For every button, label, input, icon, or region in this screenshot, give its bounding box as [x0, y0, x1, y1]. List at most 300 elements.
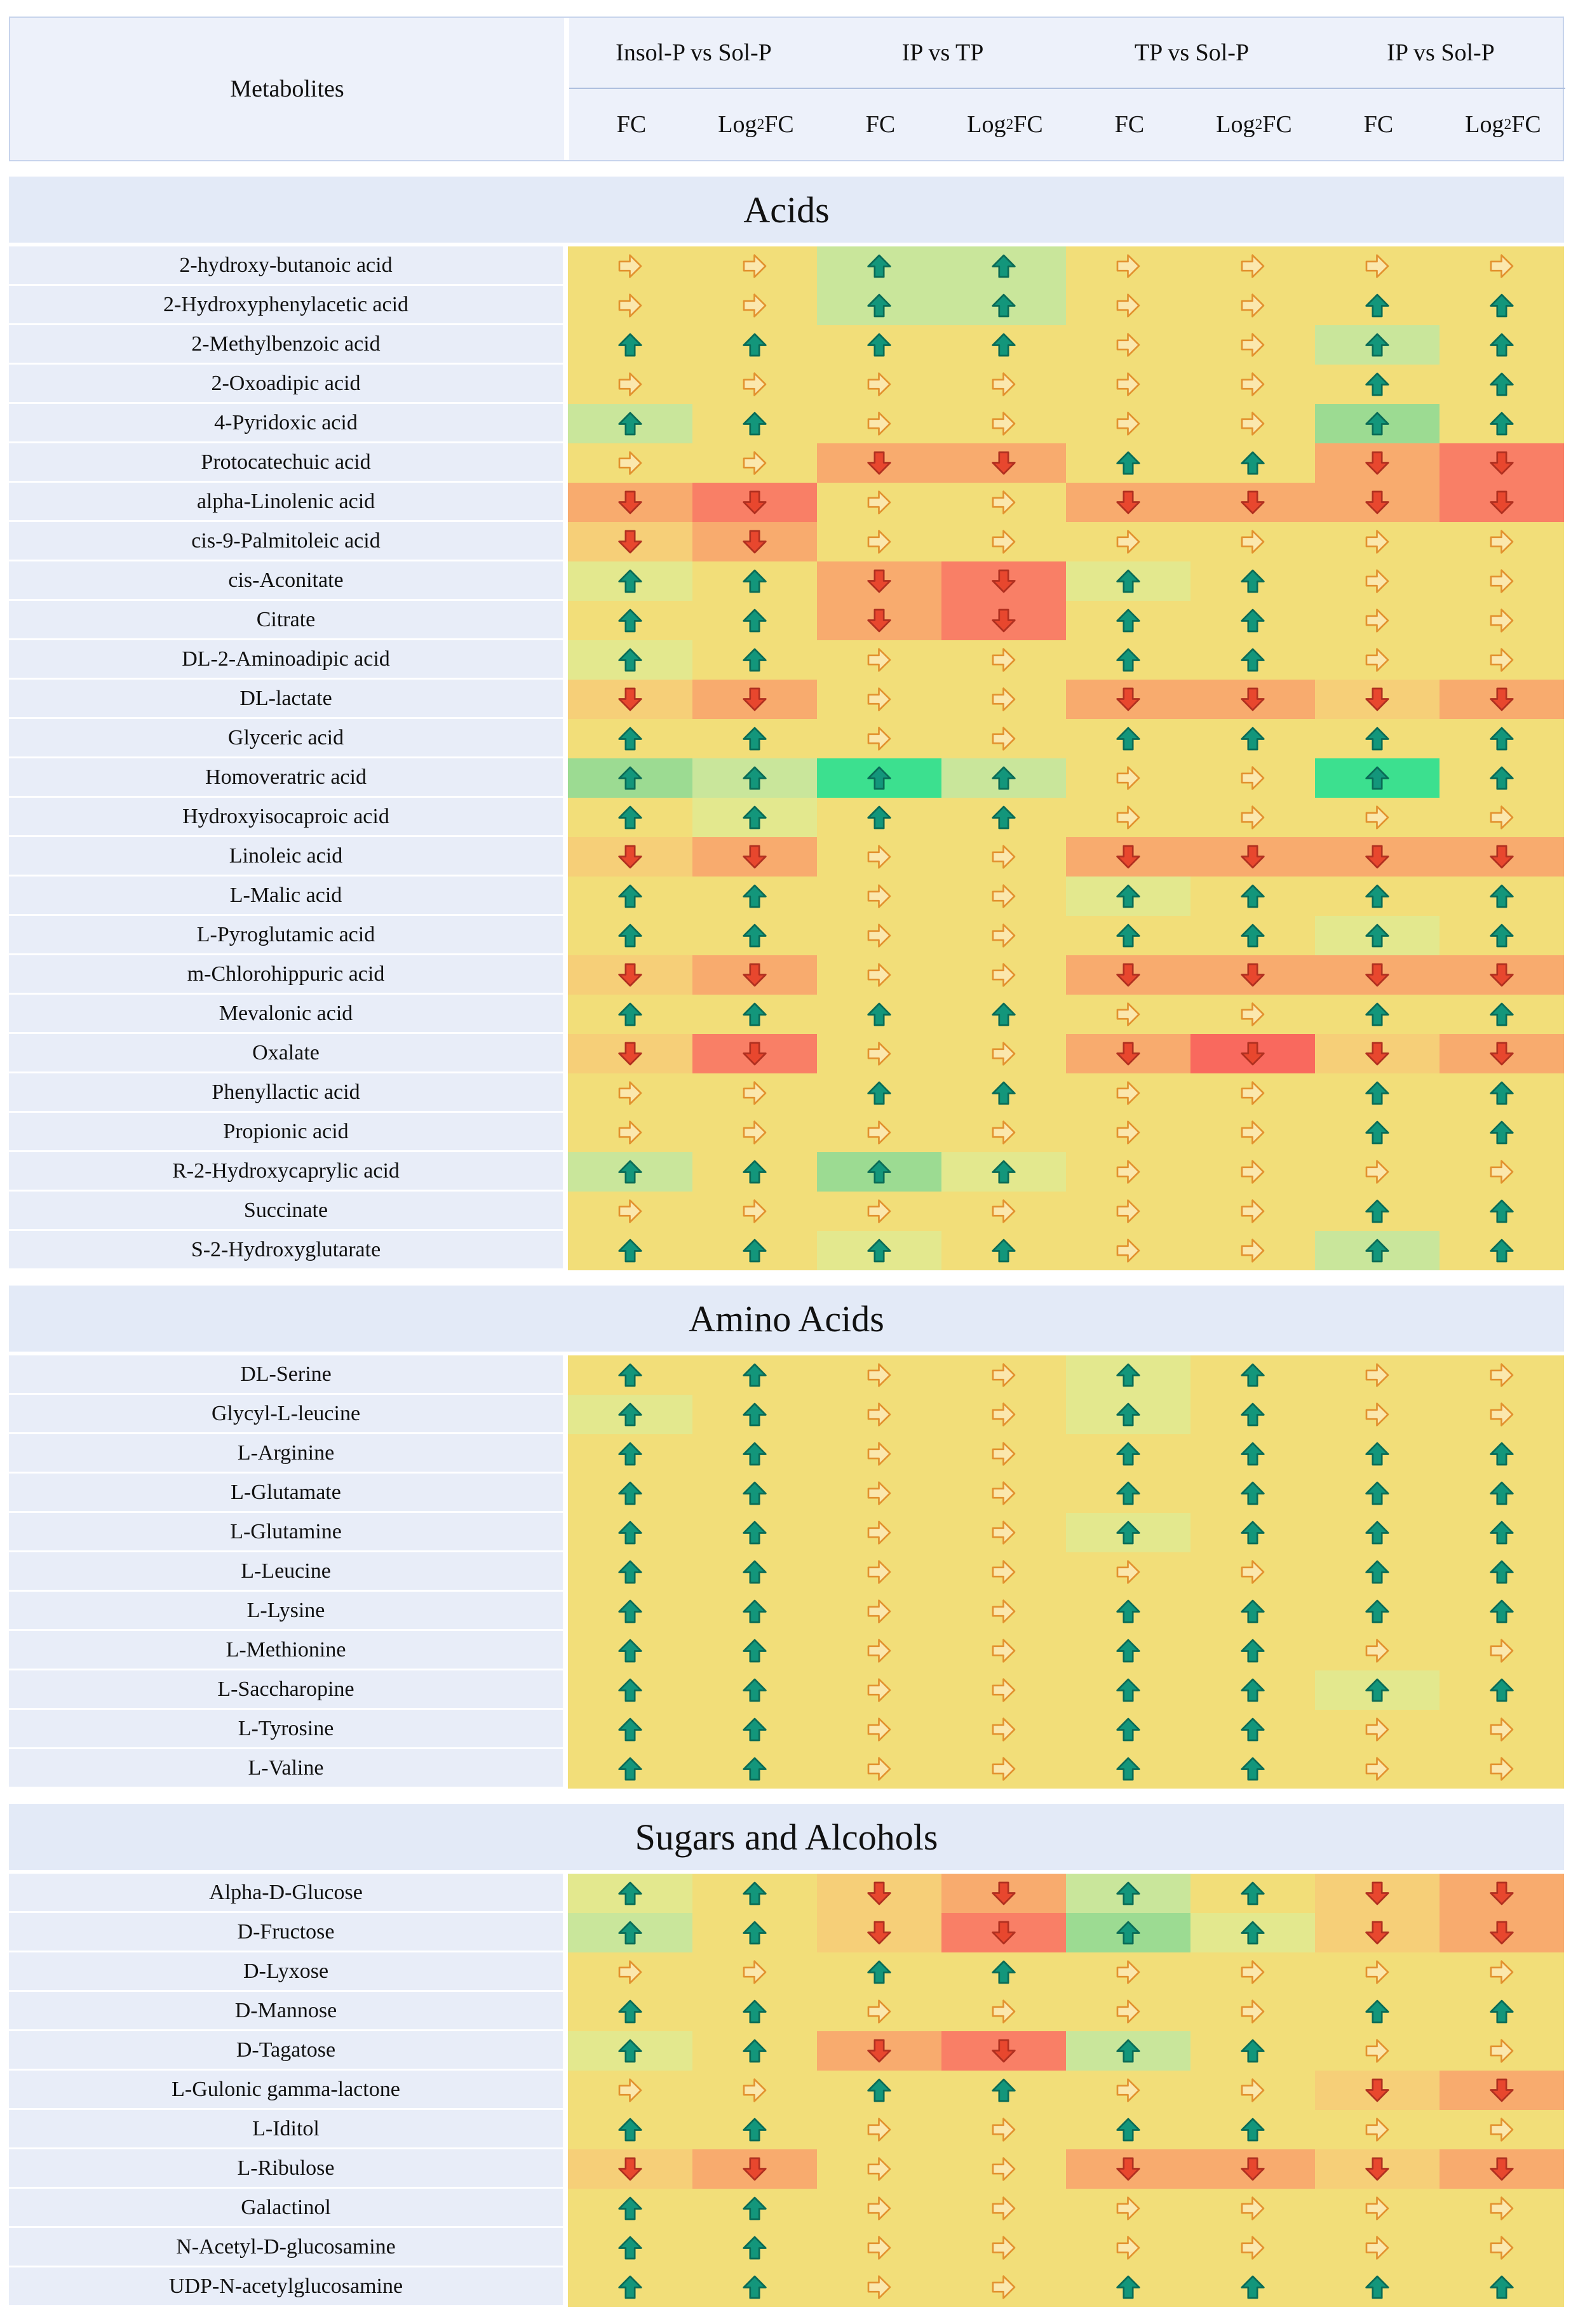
up-arrow-icon — [742, 1520, 767, 1545]
right-arrow-icon — [866, 529, 892, 554]
up-arrow-icon — [1240, 1638, 1265, 1663]
table-row — [9, 2071, 1571, 2110]
right-arrow-cell — [1315, 2110, 1440, 2149]
column-gap — [563, 1749, 568, 1789]
up-arrow-icon — [617, 1159, 643, 1185]
up-arrow-cell — [1315, 1113, 1440, 1152]
metabolite-name: L-Tyrosine — [9, 1710, 563, 1749]
right-arrow-cell — [941, 1670, 1066, 1710]
up-arrow-icon — [1116, 1599, 1141, 1624]
up-arrow-icon — [742, 726, 767, 751]
right-arrow-cell — [1190, 1073, 1315, 1113]
up-arrow-cell — [817, 995, 941, 1034]
down-arrow-cell — [1066, 1034, 1190, 1073]
right-arrow-icon — [991, 1402, 1016, 1427]
right-arrow-icon — [1365, 1402, 1390, 1427]
metabolite-name: L-Gulonic gamma-lactone — [9, 2071, 563, 2110]
column-gap — [563, 2031, 568, 2071]
right-arrow-cell — [817, 1631, 941, 1670]
right-arrow-icon — [991, 1441, 1016, 1467]
right-arrow-icon — [866, 1120, 892, 1145]
group-header-insolp-vs-solp — [569, 18, 818, 89]
group-label: IP vs Sol-P — [1387, 39, 1495, 66]
up-arrow-cell — [1440, 1552, 1564, 1592]
right-arrow-icon — [1489, 253, 1514, 279]
up-arrow-icon — [742, 1441, 767, 1467]
metabolite-name: DL-2-Aminoadipic acid — [9, 640, 563, 680]
fc-label: FC — [865, 111, 896, 138]
right-arrow-icon — [1365, 1959, 1390, 1985]
up-arrow-cell — [1190, 1395, 1315, 1434]
up-arrow-cell — [1440, 286, 1564, 325]
up-arrow-cell — [568, 2228, 692, 2267]
up-arrow-icon — [1365, 1999, 1390, 2024]
up-arrow-icon — [617, 568, 643, 594]
right-arrow-cell — [941, 2228, 1066, 2267]
right-arrow-cell — [817, 2110, 941, 2149]
up-arrow-cell — [1440, 995, 1564, 1034]
column-gap — [563, 2110, 568, 2149]
right-arrow-icon — [1116, 372, 1141, 397]
up-arrow-cell — [692, 561, 817, 601]
up-arrow-cell — [1440, 1513, 1564, 1552]
right-arrow-cell — [1440, 246, 1564, 286]
right-arrow-cell — [1315, 1952, 1440, 1992]
right-arrow-icon — [991, 923, 1016, 948]
up-arrow-icon — [1489, 1559, 1514, 1585]
right-arrow-icon — [991, 490, 1016, 515]
table-row — [9, 1631, 1571, 1670]
up-arrow-icon — [617, 2235, 643, 2260]
right-arrow-icon — [866, 2156, 892, 2182]
right-arrow-cell — [1190, 522, 1315, 561]
up-arrow-icon — [866, 332, 892, 358]
up-arrow-cell — [1315, 404, 1440, 443]
right-arrow-icon — [866, 372, 892, 397]
table-row — [9, 1434, 1571, 1474]
right-arrow-cell — [1440, 1952, 1564, 1992]
right-arrow-icon — [866, 962, 892, 988]
right-arrow-icon — [1365, 2235, 1390, 2260]
right-arrow-icon — [866, 2196, 892, 2221]
right-arrow-cell — [817, 1670, 941, 1710]
right-arrow-cell — [941, 916, 1066, 955]
right-arrow-cell — [817, 1434, 941, 1474]
right-arrow-cell — [1315, 1395, 1440, 1434]
down-arrow-cell — [568, 837, 692, 877]
table-row — [9, 443, 1571, 483]
up-arrow-icon — [991, 1080, 1016, 1106]
right-arrow-cell — [941, 1513, 1066, 1552]
right-arrow-icon — [866, 883, 892, 909]
up-arrow-icon — [1116, 1677, 1141, 1703]
right-arrow-cell — [817, 1355, 941, 1395]
right-arrow-cell — [1190, 246, 1315, 286]
up-arrow-cell — [568, 1592, 692, 1631]
right-arrow-cell — [568, 1113, 692, 1152]
up-arrow-cell — [817, 1073, 941, 1113]
column-gap — [563, 1073, 568, 1113]
fc-label: FC — [616, 111, 647, 138]
up-arrow-icon — [617, 608, 643, 633]
down-arrow-cell — [1190, 955, 1315, 995]
right-arrow-icon — [866, 1638, 892, 1663]
down-arrow-icon — [866, 568, 892, 594]
column-gap — [563, 2071, 568, 2110]
up-arrow-cell — [1190, 1592, 1315, 1631]
up-arrow-icon — [1240, 2117, 1265, 2142]
down-arrow-icon — [1365, 962, 1390, 988]
up-arrow-icon — [1489, 411, 1514, 436]
subheader-log2fc-2: Log 2 FC — [967, 111, 1043, 138]
table-row — [9, 1113, 1571, 1152]
right-arrow-cell — [817, 837, 941, 877]
down-arrow-cell — [1315, 483, 1440, 522]
column-gap — [563, 404, 568, 443]
up-arrow-cell — [1066, 1355, 1190, 1395]
up-arrow-cell — [692, 1395, 817, 1434]
down-arrow-icon — [1240, 844, 1265, 870]
right-arrow-icon — [866, 1717, 892, 1742]
up-arrow-icon — [1240, 1920, 1265, 1945]
table-body — [9, 177, 1571, 2307]
down-arrow-cell — [1315, 680, 1440, 719]
up-arrow-cell — [1066, 1749, 1190, 1789]
right-arrow-cell — [1190, 1152, 1315, 1192]
up-arrow-icon — [1240, 2038, 1265, 2064]
up-arrow-cell — [568, 1513, 692, 1552]
right-arrow-cell — [1440, 1355, 1564, 1395]
down-arrow-icon — [1240, 1041, 1265, 1066]
up-arrow-cell — [568, 325, 692, 365]
table-row — [9, 1513, 1571, 1552]
column-gap — [563, 1474, 568, 1513]
right-arrow-icon — [1116, 2196, 1141, 2221]
right-arrow-icon — [991, 2156, 1016, 2182]
down-arrow-cell — [817, 443, 941, 483]
right-arrow-icon — [1240, 2235, 1265, 2260]
down-arrow-icon — [1365, 687, 1390, 712]
up-arrow-icon — [866, 1159, 892, 1185]
right-arrow-cell — [941, 2110, 1066, 2149]
up-arrow-icon — [866, 1238, 892, 1263]
right-arrow-icon — [1240, 1238, 1265, 1263]
up-arrow-cell — [568, 1749, 692, 1789]
down-arrow-cell — [1440, 2071, 1564, 2110]
right-arrow-cell — [817, 522, 941, 561]
down-arrow-icon — [1365, 490, 1390, 515]
down-arrow-cell — [817, 1913, 941, 1952]
up-arrow-icon — [617, 726, 643, 751]
right-arrow-icon — [1365, 2196, 1390, 2221]
table-row — [9, 1710, 1571, 1749]
up-arrow-icon — [1116, 1481, 1141, 1506]
down-arrow-icon — [1240, 687, 1265, 712]
right-arrow-icon — [617, 1080, 643, 1106]
up-arrow-icon — [991, 1959, 1016, 1985]
up-arrow-cell — [568, 1631, 692, 1670]
right-arrow-icon — [1240, 372, 1265, 397]
right-arrow-cell — [1066, 246, 1190, 286]
right-arrow-cell — [1315, 640, 1440, 680]
right-arrow-cell — [1066, 1113, 1190, 1152]
down-arrow-icon — [742, 1041, 767, 1066]
up-arrow-icon — [742, 1881, 767, 1906]
up-arrow-icon — [1365, 1199, 1390, 1224]
up-arrow-icon — [742, 883, 767, 909]
up-arrow-icon — [742, 1362, 767, 1388]
up-arrow-icon — [1489, 1080, 1514, 1106]
table-row — [9, 1192, 1571, 1231]
right-arrow-icon — [742, 293, 767, 318]
right-arrow-icon — [1365, 253, 1390, 279]
right-arrow-cell — [1190, 404, 1315, 443]
right-arrow-icon — [1116, 1199, 1141, 1224]
up-arrow-icon — [1116, 2038, 1141, 2064]
right-arrow-cell — [1066, 1152, 1190, 1192]
table-row — [9, 365, 1571, 404]
up-arrow-icon — [1240, 1362, 1265, 1388]
up-arrow-cell — [568, 1395, 692, 1434]
up-arrow-icon — [742, 1920, 767, 1945]
right-arrow-icon — [1365, 1756, 1390, 1782]
up-arrow-icon — [1489, 293, 1514, 318]
up-arrow-cell — [1066, 1474, 1190, 1513]
right-arrow-icon — [991, 1120, 1016, 1145]
up-arrow-cell — [941, 2071, 1066, 2110]
up-arrow-icon — [617, 2274, 643, 2300]
right-arrow-cell — [1440, 601, 1564, 640]
up-arrow-icon — [617, 2038, 643, 2064]
up-arrow-cell — [1315, 365, 1440, 404]
right-arrow-icon — [1489, 1717, 1514, 1742]
up-arrow-cell — [1066, 1913, 1190, 1952]
right-arrow-cell — [1440, 522, 1564, 561]
metabolite-name: 2-Methylbenzoic acid — [9, 325, 563, 365]
up-arrow-cell — [568, 1152, 692, 1192]
right-arrow-cell — [1066, 798, 1190, 837]
fc-label: FC — [1363, 111, 1394, 138]
up-arrow-icon — [1116, 726, 1141, 751]
metabolite-name: Glyceric acid — [9, 719, 563, 758]
up-arrow-icon — [742, 2235, 767, 2260]
metabolite-name: Propionic acid — [9, 1113, 563, 1152]
table-row — [9, 877, 1571, 916]
right-arrow-cell — [817, 365, 941, 404]
down-arrow-cell — [1190, 483, 1315, 522]
down-arrow-icon — [617, 490, 643, 515]
up-arrow-cell — [568, 2267, 692, 2307]
right-arrow-cell — [568, 246, 692, 286]
metabolite-name: Mevalonic acid — [9, 995, 563, 1034]
right-arrow-cell — [941, 837, 1066, 877]
metabolite-name: cis-9-Palmitoleic acid — [9, 522, 563, 561]
group-label: TP vs Sol-P — [1134, 39, 1250, 66]
right-arrow-cell — [1190, 1231, 1315, 1270]
up-arrow-icon — [1240, 1599, 1265, 1624]
right-arrow-cell — [1066, 1231, 1190, 1270]
metabolite-name: Oxalate — [9, 1034, 563, 1073]
up-arrow-icon — [1116, 923, 1141, 948]
column-gap — [563, 601, 568, 640]
up-arrow-icon — [1365, 1599, 1390, 1624]
subheader-log2fc-3: Log 2 FC — [1216, 111, 1292, 138]
up-arrow-icon — [742, 568, 767, 594]
up-arrow-cell — [941, 798, 1066, 837]
up-arrow-cell — [817, 1231, 941, 1270]
column-gap — [563, 443, 568, 483]
right-arrow-cell — [817, 1192, 941, 1231]
up-arrow-cell — [568, 1434, 692, 1474]
table-row — [9, 719, 1571, 758]
group-label: Insol-P vs Sol-P — [616, 39, 772, 66]
up-arrow-icon — [1365, 1677, 1390, 1703]
section-rows — [9, 1874, 1571, 2307]
right-arrow-icon — [866, 490, 892, 515]
right-arrow-cell — [941, 1992, 1066, 2031]
up-arrow-cell — [1440, 404, 1564, 443]
up-arrow-cell — [692, 916, 817, 955]
right-arrow-icon — [742, 372, 767, 397]
up-arrow-cell — [941, 325, 1066, 365]
right-arrow-icon — [1240, 411, 1265, 436]
right-arrow-icon — [1240, 332, 1265, 358]
down-arrow-icon — [742, 962, 767, 988]
column-gap — [563, 1913, 568, 1952]
right-arrow-cell — [817, 1474, 941, 1513]
right-arrow-cell — [1190, 1113, 1315, 1152]
up-arrow-icon — [1116, 647, 1141, 673]
up-arrow-cell — [1440, 877, 1564, 916]
metabolite-name: Glycyl-L-leucine — [9, 1395, 563, 1434]
right-arrow-icon — [991, 2235, 1016, 2260]
up-arrow-cell — [817, 2071, 941, 2110]
right-arrow-cell — [568, 1192, 692, 1231]
up-arrow-icon — [866, 805, 892, 830]
metabolite-name: R-2-Hydroxycaprylic acid — [9, 1152, 563, 1192]
up-arrow-icon — [866, 1080, 892, 1106]
down-arrow-icon — [1489, 2078, 1514, 2103]
table-row — [9, 2031, 1571, 2071]
right-arrow-cell — [568, 286, 692, 325]
down-arrow-cell — [1440, 443, 1564, 483]
table-row — [9, 404, 1571, 443]
right-arrow-icon — [866, 1199, 892, 1224]
right-arrow-cell — [1066, 2189, 1190, 2228]
table-row — [9, 680, 1571, 719]
table-row — [9, 1231, 1571, 1270]
up-arrow-cell — [1440, 1113, 1564, 1152]
up-arrow-cell — [692, 1152, 817, 1192]
table-header — [9, 17, 1564, 161]
column-gap — [563, 1592, 568, 1631]
down-arrow-cell — [568, 483, 692, 522]
table-row — [9, 1749, 1571, 1789]
table-row — [9, 1474, 1571, 1513]
up-arrow-icon — [1365, 2274, 1390, 2300]
up-arrow-icon — [617, 1920, 643, 1945]
down-arrow-icon — [1365, 2156, 1390, 2182]
down-arrow-icon — [1116, 844, 1141, 870]
up-arrow-icon — [617, 765, 643, 791]
right-arrow-icon — [991, 1559, 1016, 1585]
right-arrow-cell — [1190, 2189, 1315, 2228]
right-arrow-cell — [1440, 561, 1564, 601]
down-arrow-icon — [1489, 844, 1514, 870]
up-arrow-icon — [1489, 923, 1514, 948]
right-arrow-cell — [941, 680, 1066, 719]
down-arrow-cell — [941, 601, 1066, 640]
up-arrow-cell — [1190, 561, 1315, 601]
down-arrow-cell — [1440, 2149, 1564, 2189]
group-header-tp-vs-solp — [1067, 18, 1316, 89]
right-arrow-icon — [991, 883, 1016, 909]
right-arrow-icon — [866, 647, 892, 673]
up-arrow-cell — [1190, 1513, 1315, 1552]
up-arrow-icon — [1240, 1402, 1265, 1427]
up-arrow-cell — [1440, 1231, 1564, 1270]
down-arrow-icon — [1489, 687, 1514, 712]
right-arrow-cell — [1315, 2189, 1440, 2228]
table-row — [9, 1034, 1571, 1073]
right-arrow-icon — [1489, 647, 1514, 673]
up-arrow-cell — [1440, 758, 1564, 798]
up-arrow-icon — [617, 1238, 643, 1263]
up-arrow-cell — [692, 1749, 817, 1789]
up-arrow-cell — [1315, 719, 1440, 758]
down-arrow-icon — [866, 2038, 892, 2064]
right-arrow-cell — [941, 1113, 1066, 1152]
right-arrow-icon — [1116, 765, 1141, 791]
up-arrow-icon — [742, 765, 767, 791]
right-arrow-cell — [941, 640, 1066, 680]
up-arrow-cell — [1066, 2267, 1190, 2307]
right-arrow-cell — [941, 719, 1066, 758]
log2fc-rest: FC — [1013, 111, 1043, 138]
up-arrow-cell — [1315, 1592, 1440, 1631]
metabolite-name: Galactinol — [9, 2189, 563, 2228]
up-arrow-cell — [1190, 1670, 1315, 1710]
right-arrow-cell — [941, 1192, 1066, 1231]
table-row — [9, 1152, 1571, 1192]
up-arrow-icon — [617, 1481, 643, 1506]
up-arrow-cell — [1066, 1434, 1190, 1474]
right-arrow-icon — [1489, 1756, 1514, 1782]
metabolite-name: N-Acetyl-D-glucosamine — [9, 2228, 563, 2267]
right-arrow-cell — [568, 443, 692, 483]
up-arrow-cell — [692, 877, 817, 916]
right-arrow-icon — [1116, 1159, 1141, 1185]
up-arrow-icon — [617, 1520, 643, 1545]
right-arrow-icon — [1240, 1559, 1265, 1585]
up-arrow-cell — [1315, 758, 1440, 798]
down-arrow-cell — [1066, 2149, 1190, 2189]
right-arrow-cell — [1315, 246, 1440, 286]
up-arrow-cell — [1440, 325, 1564, 365]
up-arrow-icon — [742, 2117, 767, 2142]
up-arrow-icon — [742, 923, 767, 948]
table-row — [9, 1552, 1571, 1592]
down-arrow-icon — [1489, 1881, 1514, 1906]
right-arrow-cell — [1066, 995, 1190, 1034]
right-arrow-icon — [991, 1520, 1016, 1545]
right-arrow-cell — [1440, 2189, 1564, 2228]
column-gap — [563, 1513, 568, 1552]
up-arrow-cell — [692, 1231, 817, 1270]
down-arrow-icon — [1116, 687, 1141, 712]
right-arrow-cell — [817, 1710, 941, 1749]
table-row — [9, 837, 1571, 877]
